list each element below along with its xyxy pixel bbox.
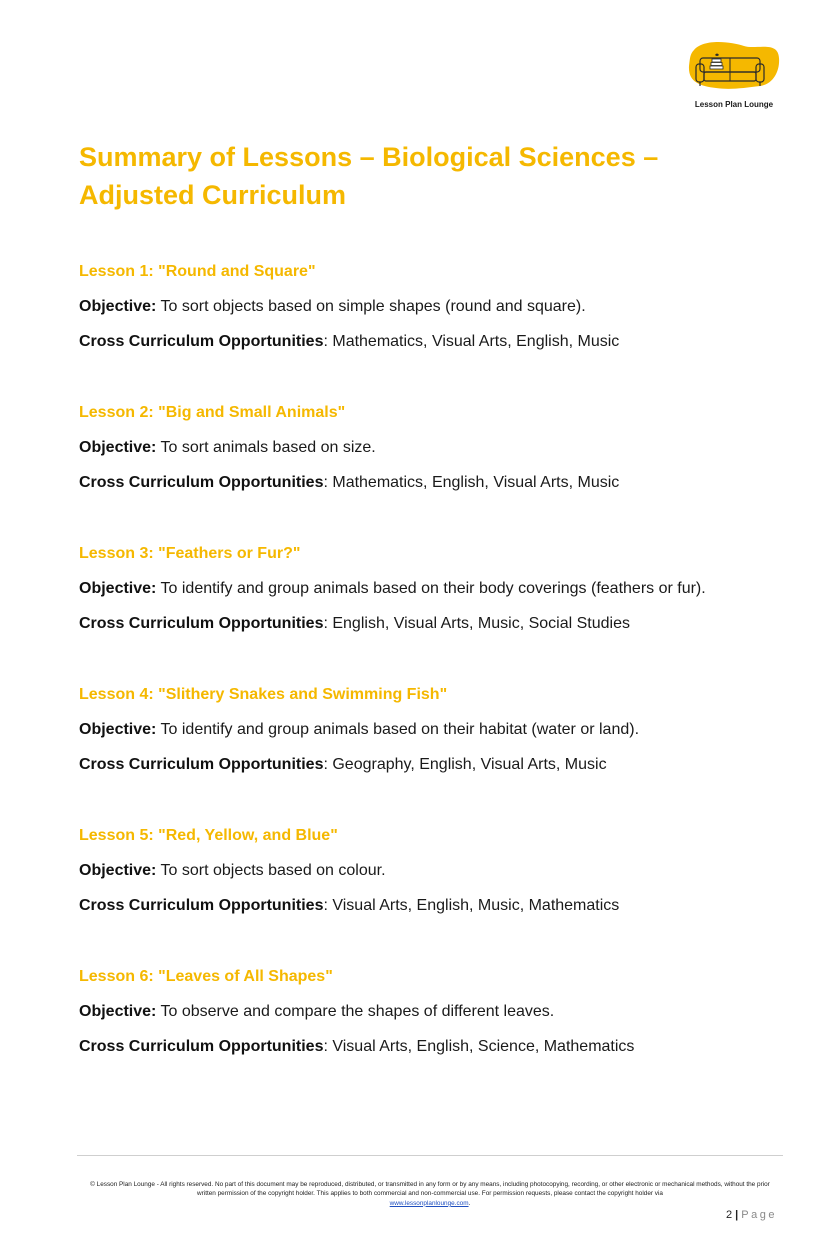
objective-label: Objective: <box>79 1003 157 1020</box>
lesson-cross-curriculum <box>79 333 619 351</box>
lesson-cross-curriculum <box>79 615 630 633</box>
cross-curriculum-text: : Visual Arts, English, Music, Mathematics <box>323 897 620 914</box>
cross-curriculum-text: : Geography, English, Visual Arts, Music <box>323 756 607 773</box>
objective-label: Objective: <box>79 580 157 597</box>
objective-label: Objective: <box>79 439 157 456</box>
lesson-cross-curriculum <box>79 756 607 774</box>
brand-logo <box>686 40 782 116</box>
cross-curriculum-label: Cross Curriculum Opportunities <box>79 333 324 350</box>
lesson-objective <box>79 1003 554 1021</box>
page-separator: | <box>735 1209 739 1221</box>
cross-curriculum-text: : English, Visual Arts, Music, Social Studies <box>323 615 630 632</box>
website-link[interactable]: www.lessonplanlounge.com <box>389 1199 469 1207</box>
lesson-item <box>79 964 779 1105</box>
cross-curriculum-text: : Mathematics, Visual Arts, English, Music <box>323 333 620 350</box>
lesson-item <box>79 541 779 682</box>
cross-curriculum-text: : Mathematics, English, Visual Arts, Music <box>323 474 620 491</box>
lesson-item <box>79 259 779 400</box>
lesson-title: Lesson 2: "Big and Small Animals" <box>79 404 346 421</box>
lesson-title: Lesson 3: "Feathers or Fur?" <box>79 545 301 562</box>
cross-curriculum-label: Cross Curriculum Opportunities <box>79 474 324 491</box>
footer-copyright <box>82 1180 778 1208</box>
cross-curriculum-label: Cross Curriculum Opportunities <box>79 756 324 773</box>
page-label: Page <box>741 1209 777 1221</box>
objective-text: To sort objects based on colour. <box>160 862 386 879</box>
objective-label: Objective: <box>79 721 157 738</box>
lesson-title: Lesson 5: "Red, Yellow, and Blue" <box>79 827 338 844</box>
logo-text: Lesson Plan Lounge <box>694 100 774 109</box>
cross-curriculum-label: Cross Curriculum Opportunities <box>79 615 324 632</box>
page-number-value: 2 <box>725 1209 733 1221</box>
lesson-objective <box>79 298 586 316</box>
lesson-objective <box>79 580 706 598</box>
objective-text: To identify and group animals based on their habitat (water or land). <box>160 721 640 738</box>
objective-text: To observe and compare the shapes of different leaves. <box>160 1003 555 1020</box>
lesson-item <box>79 823 779 964</box>
footer-divider <box>77 1155 783 1156</box>
lesson-cross-curriculum <box>79 897 619 915</box>
objective-text: To sort animals based on size. <box>160 439 376 456</box>
lesson-cross-curriculum <box>79 474 619 492</box>
lesson-title: Lesson 6: "Leaves of All Shapes" <box>79 968 333 985</box>
lesson-item <box>79 682 779 823</box>
lesson-objective <box>79 439 376 457</box>
link-suffix: . <box>468 1199 471 1207</box>
objective-text: To sort objects based on simple shapes (round and square). <box>160 298 586 315</box>
lesson-item <box>79 400 779 541</box>
page-number <box>726 1209 777 1221</box>
lesson-title: Lesson 1: "Round and Square" <box>79 263 316 280</box>
lesson-list <box>79 259 779 1105</box>
objective-label: Objective: <box>79 862 157 879</box>
cross-curriculum-label: Cross Curriculum Opportunities <box>79 897 324 914</box>
objective-text: To identify and group animals based on their body coverings (feathers or fur). <box>160 580 706 597</box>
lesson-title: Lesson 4: "Slithery Snakes and Swimming Fish" <box>79 686 448 703</box>
lesson-objective <box>79 862 386 880</box>
lesson-cross-curriculum <box>79 1038 634 1056</box>
cross-curriculum-label: Cross Curriculum Opportunities <box>79 1038 324 1055</box>
objective-label: Objective: <box>79 298 157 315</box>
lesson-objective <box>79 721 639 739</box>
cross-curriculum-text: : Visual Arts, English, Science, Mathematics <box>323 1038 635 1055</box>
page-title: Summary of Lessons – Biological Sciences – Adjusted Curriculum <box>79 142 659 210</box>
sofa-with-books-logo-icon <box>686 40 782 100</box>
copyright-text: © Lesson Plan Lounge - All rights reserved. No part of this document may be reproduced, distributed, or transmitted in any form or by any means, including photocopying, recording, or other electronic or mechanical methods, without the prior written permission of the copyright holder. This applies to both commercial and non-commercial use. For permission requests, please contact the copyright holder via <box>90 1181 770 1198</box>
